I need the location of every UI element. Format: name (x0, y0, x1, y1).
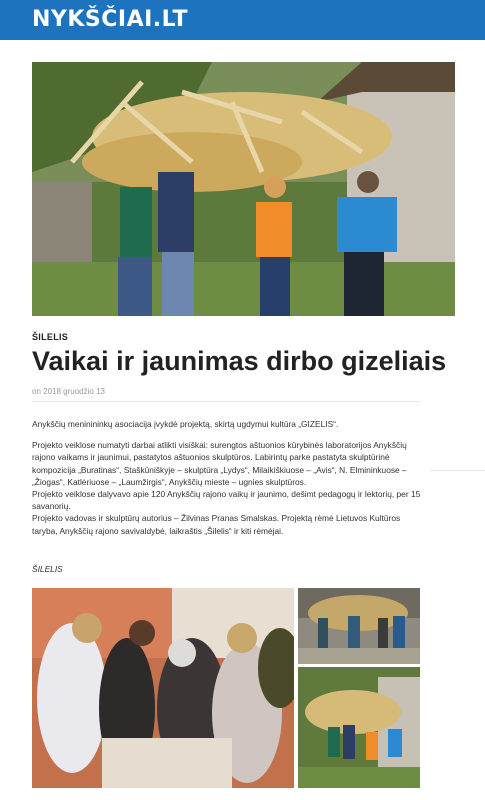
paragraph: Projekto veiklose numatyti darbai atlikti visiškai: surengtos aštuonios kūrybinės laboratorijos Anykščių rajono vaikams ir jaunimui, pastatytos aštuonios skulptūros. Labirintų parke pastatyta skulptūrinė kompozicija „Buratinas“, Staškūniškyje – skulptūra „Lydys“, Milaikiškiuose – „Avis“, N. Elmininkuose – „Žiogas“, Katlėriuose – „Laumžirgis“, Anykščių mieste – ugnies skulptūros. (32, 440, 407, 487)
paragraph: Anykščių meninininkų asociacija įvykdė projektą, skirtą ugdymui kultūra „GIZELIS“. (32, 419, 339, 429)
gallery-image-building[interactable] (298, 588, 420, 664)
article-category[interactable]: ŠILELIS (32, 332, 69, 342)
gallery-image-workshop[interactable] (32, 588, 294, 788)
article-date: on 2018 gruodžio 13 (32, 387, 105, 396)
paragraph: Projekto vadovas ir skulptūrų autorius – Žilvinas Pranas Smalskas. Projektą rėmė Lietuvos Kultūros taryba, Anykščių rajono savivaldybė, laikraštis „Šilelis“ ir kiti rėmėjai. (32, 513, 401, 536)
site-header (0, 0, 485, 40)
paragraph: Projekto veiklose dalyvavo apie 120 Anykščių rajono vaikų ir jaunimo, dešimt pedagogų ir lektorių, per 15 savanorių. (32, 489, 421, 512)
gallery-image-carry[interactable] (298, 667, 420, 788)
sidebar-divider (430, 470, 485, 471)
divider (32, 401, 420, 402)
hero-image (32, 62, 455, 316)
article-body (32, 418, 424, 537)
site-logo[interactable]: NYKŠČIAI.LT (32, 7, 189, 32)
article-signoff: ŠILELIS (32, 564, 63, 574)
article-title: Vaikai ir jaunimas dirbo gizeliais (32, 346, 447, 376)
